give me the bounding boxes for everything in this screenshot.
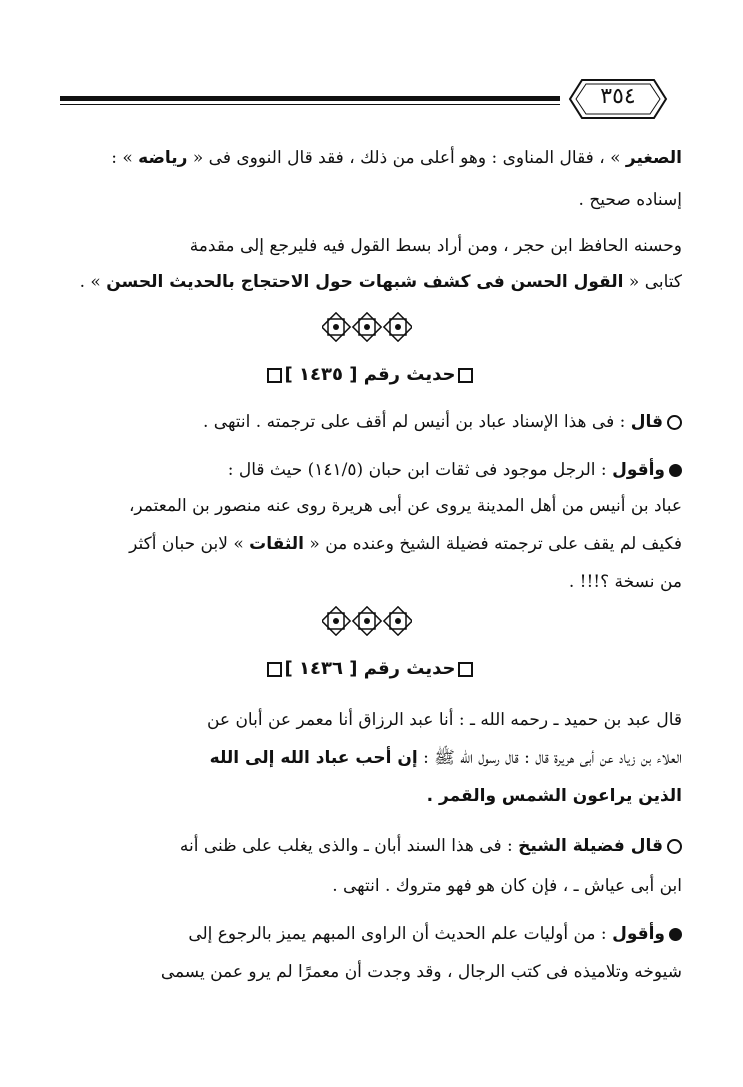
text-line-2: إسناده صحيح . [578, 190, 682, 210]
circle-bullet-icon [667, 415, 682, 430]
book-title: القول الحسن فى كشف شبهات حول الاحتجاج بالحديث الحسن [106, 272, 624, 292]
square-bullet-icon [458, 368, 473, 383]
text-line-1: الصغير » ، فقال المناوى : وهو أعلى من ذلك ، فقد قال النووى فى « رياضه » : [111, 148, 682, 168]
reply-line-1: وأقول : من أوليات علم الحديث أن الراوى المبهم يميز بالرجوع إلى [60, 914, 682, 954]
hadith-text-line-2: العلاء بن زياد عن أبى هريرة قال : قال رسول الله ﷺ : إن أحب عباد الله إلى الله [209, 748, 682, 768]
hadith-text-line-1: قال عبد بن حميد ـ رحمه الله ـ : أنا عبد الرزاق أنا معمر عن أبان عن [206, 710, 682, 730]
aqulu-line-4: من نسخة ؟!!! . [568, 572, 682, 592]
aqulu-line-3: فكيف لم يقف على ترجمته فضيلة الشيخ وعنده من « الثقات » لابن حبان أكثر [129, 534, 682, 554]
bold-term-saghir: الصغير [625, 148, 682, 168]
header-rule-thin [60, 104, 560, 105]
bold-term-riyadh: رياضه [138, 148, 188, 168]
ornament-divider-icon [322, 312, 412, 342]
circle-bullet-icon [667, 839, 682, 854]
page-number: ٣٥٤ [600, 84, 636, 109]
aqulu-line-1: وأقول : الرجل موجود فى ثقات ابن حبان (١٤١/٥) حيث قال : [60, 450, 682, 490]
text-line-4: كتابى « القول الحسن فى كشف شبهات حول الاحتجاج بالحديث الحسن » . [79, 272, 682, 292]
square-bullet-icon [267, 368, 282, 383]
aqulu-line-2: عباد بن أنيس من أهل المدينة يروى عن أبى هريرة روى عنه منصور بن المعتمر، [128, 496, 682, 516]
square-bullet-icon [458, 662, 473, 677]
header-rule [60, 96, 560, 101]
sheikh-line-1: قال فضيلة الشيخ : فى هذا السند أبان ـ والذى يغلب على ظنى أنه [60, 826, 682, 866]
hadith-heading-1436: حديث رقم [ ١٤٣٦ ] [230, 658, 510, 679]
square-bullet-icon [267, 662, 282, 677]
page-number-frame [568, 76, 668, 118]
reply-line-2: شيوخه وتلاميذه فى كتب الرجال ، وقد وجدت أن معمرًا لم يرو عمن يسمى [160, 962, 682, 982]
hadith-text-line-3: الذين يراعون الشمس والقمر . [426, 786, 682, 806]
dot-bullet-icon [669, 928, 682, 941]
sheikh-line-2: ابن أبى عياش ـ ، فإن كان هو فهو متروك . انتهى . [332, 876, 682, 896]
page-header [60, 72, 680, 122]
dot-bullet-icon [669, 464, 682, 477]
qala-line: قال : فى هذا الإسناد عباد بن أنيس لم أقف على ترجمته . انتهى . [60, 402, 682, 442]
text-line-3: وحسنه الحافظ ابن حجر ، ومن أراد بسط القول فيه فليرجع إلى مقدمة [189, 236, 682, 256]
hadith-heading-1435: حديث رقم [ ١٤٣٥ ] [230, 364, 510, 385]
ornament-divider-icon [322, 606, 412, 636]
